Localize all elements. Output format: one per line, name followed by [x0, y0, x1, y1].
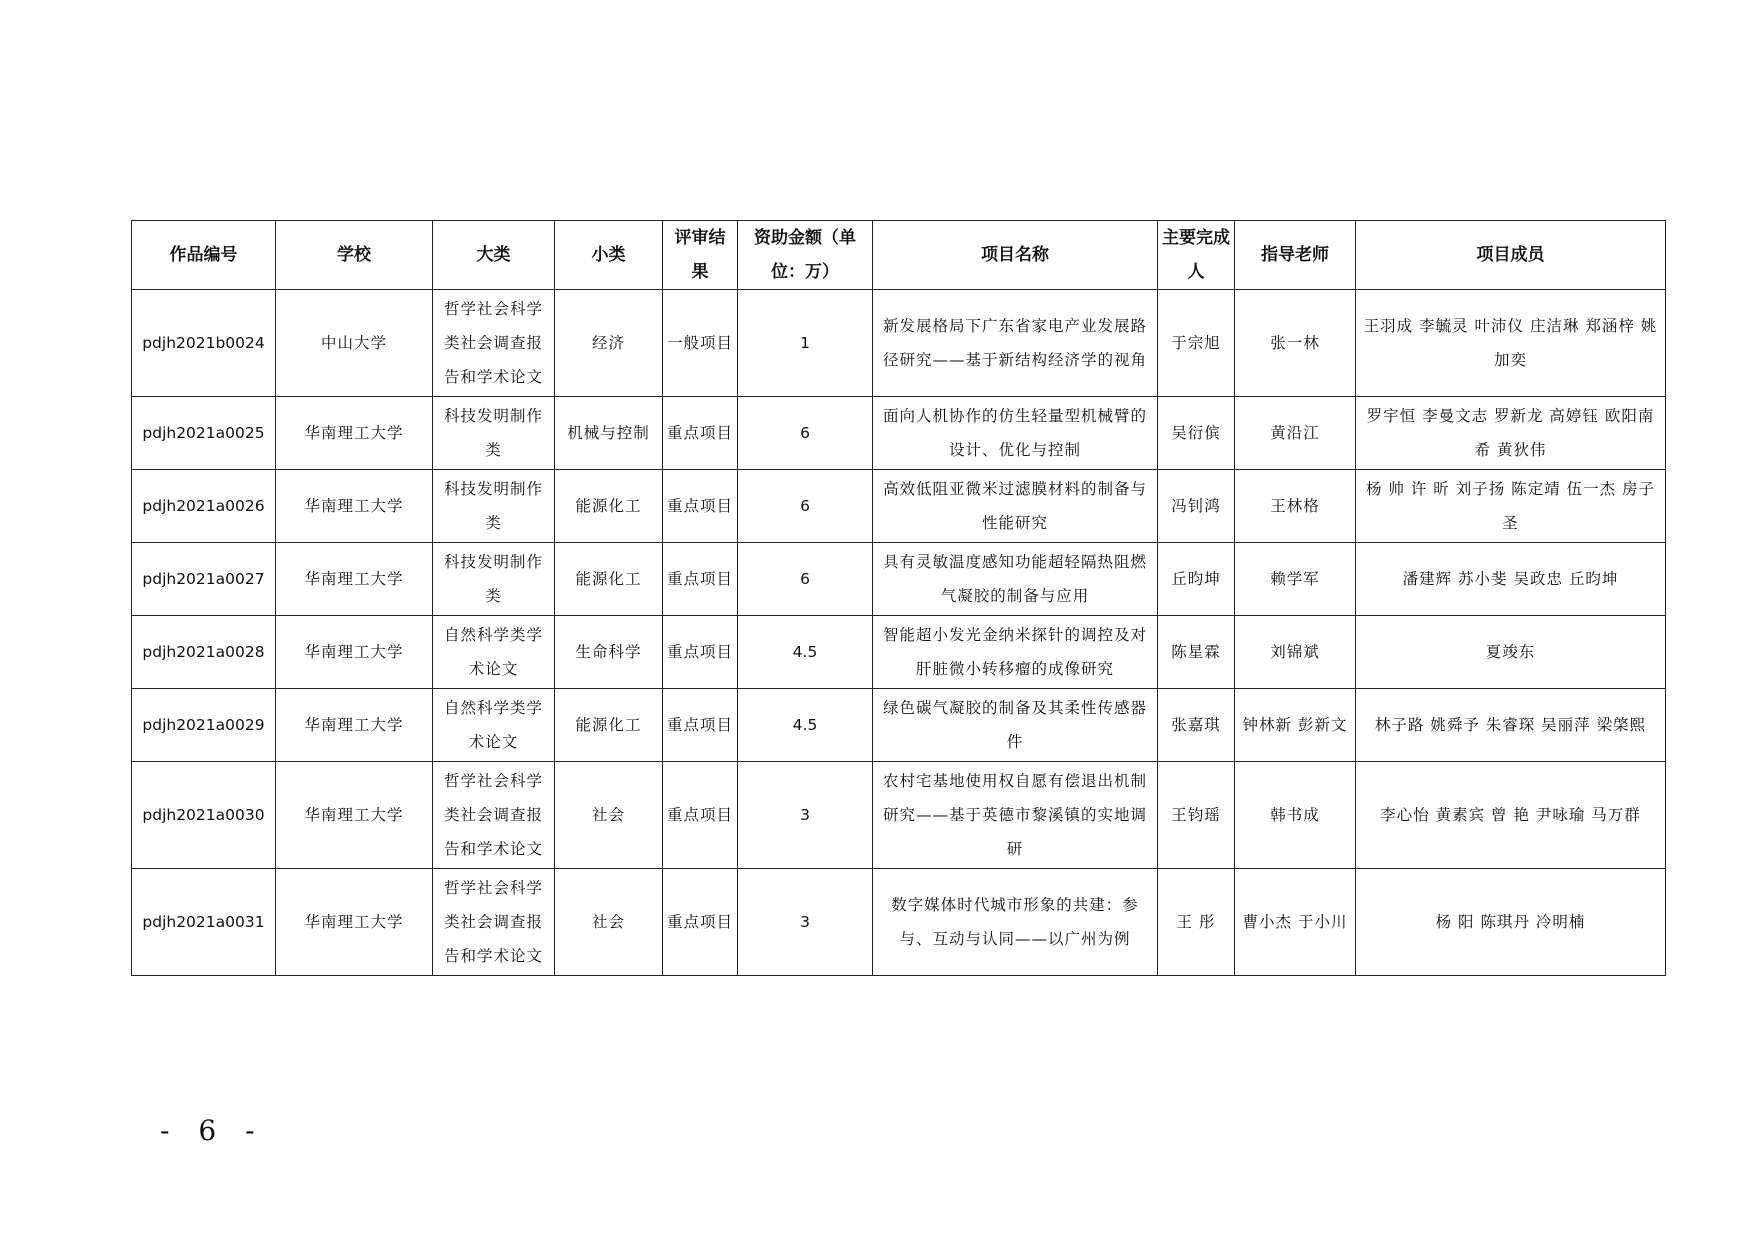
cell-school: 华南理工大学: [276, 869, 433, 976]
cell-category: 科技发明制作类: [433, 543, 555, 616]
cell-funding: 4.5: [738, 689, 873, 762]
cell-advisor: 韩书成: [1235, 762, 1356, 869]
cell-subcategory: 社会: [555, 762, 663, 869]
cell-lead: 张嘉琪: [1158, 689, 1235, 762]
table-body: [132, 290, 1666, 976]
cell-project-name: 绿色碳气凝胶的制备及其柔性传感器件: [873, 689, 1158, 762]
cell-category: 哲学社会科学类社会调查报告和学术论文: [433, 762, 555, 869]
cell-code: pdjh2021a0025: [132, 397, 276, 470]
cell-school: 华南理工大学: [276, 470, 433, 543]
cell-code: pdjh2021a0031: [132, 869, 276, 976]
cell-review-result: 重点项目: [663, 397, 738, 470]
cell-lead: 冯钊鸿: [1158, 470, 1235, 543]
cell-project-name: 智能超小发光金纳米探针的调控及对肝脏微小转移瘤的成像研究: [873, 616, 1158, 689]
cell-members: 林子路 姚舜予 朱睿琛 吴丽萍 梁棨熙: [1356, 689, 1666, 762]
cell-school: 中山大学: [276, 290, 433, 397]
cell-category: 自然科学类学术论文: [433, 689, 555, 762]
cell-members: 罗宇恒 李曼文志 罗新龙 高婷钰 欧阳南希 黄狄伟: [1356, 397, 1666, 470]
header-members: 项目成员: [1356, 221, 1666, 290]
cell-project-name: 高效低阻亚微米过滤膜材料的制备与性能研究: [873, 470, 1158, 543]
cell-code: pdjh2021b0024: [132, 290, 276, 397]
cell-code: pdjh2021a0028: [132, 616, 276, 689]
table-row: [132, 290, 1666, 397]
header-subcategory: 小类: [555, 221, 663, 290]
header-lead: 主要完成人: [1158, 221, 1235, 290]
cell-advisor: 张一林: [1235, 290, 1356, 397]
cell-advisor: 刘锦斌: [1235, 616, 1356, 689]
cell-lead: 王 彤: [1158, 869, 1235, 976]
cell-members: 杨 帅 许 昕 刘子扬 陈定靖 伍一杰 房子圣: [1356, 470, 1666, 543]
cell-funding: 3: [738, 762, 873, 869]
cell-project-name: 农村宅基地使用权自愿有偿退出机制研究——基于英德市黎溪镇的实地调研: [873, 762, 1158, 869]
cell-subcategory: 机械与控制: [555, 397, 663, 470]
cell-school: 华南理工大学: [276, 543, 433, 616]
cell-category: 哲学社会科学类社会调查报告和学术论文: [433, 869, 555, 976]
cell-subcategory: 生命科学: [555, 616, 663, 689]
project-table: [131, 220, 1666, 976]
cell-review-result: 重点项目: [663, 762, 738, 869]
cell-project-name: 数字媒体时代城市形象的共建：参与、互动与认同——以广州为例: [873, 869, 1158, 976]
header-review-result: 评审结果: [663, 221, 738, 290]
table-row: [132, 762, 1666, 869]
cell-members: 王羽成 李毓灵 叶沛仪 庄洁琳 郑涵梓 姚加奕: [1356, 290, 1666, 397]
cell-review-result: 重点项目: [663, 689, 738, 762]
cell-lead: 丘昀坤: [1158, 543, 1235, 616]
header-code: 作品编号: [132, 221, 276, 290]
header-school: 学校: [276, 221, 433, 290]
cell-code: pdjh2021a0029: [132, 689, 276, 762]
cell-funding: 6: [738, 470, 873, 543]
cell-funding: 1: [738, 290, 873, 397]
header-project-name: 项目名称: [873, 221, 1158, 290]
cell-category: 哲学社会科学类社会调查报告和学术论文: [433, 290, 555, 397]
cell-code: pdjh2021a0030: [132, 762, 276, 869]
header-funding: 资助金额（单位：万）: [738, 221, 873, 290]
table-row: [132, 689, 1666, 762]
cell-funding: 6: [738, 397, 873, 470]
cell-subcategory: 能源化工: [555, 470, 663, 543]
table-row: [132, 869, 1666, 976]
cell-project-name: 具有灵敏温度感知功能超轻隔热阻燃气凝胶的制备与应用: [873, 543, 1158, 616]
cell-members: 潘建辉 苏小斐 吴政忠 丘昀坤: [1356, 543, 1666, 616]
table-row: [132, 397, 1666, 470]
cell-category: 科技发明制作类: [433, 397, 555, 470]
cell-lead: 于宗旭: [1158, 290, 1235, 397]
cell-project-name: 新发展格局下广东省家电产业发展路径研究——基于新结构经济学的视角: [873, 290, 1158, 397]
cell-funding: 6: [738, 543, 873, 616]
cell-school: 华南理工大学: [276, 762, 433, 869]
cell-school: 华南理工大学: [276, 616, 433, 689]
cell-review-result: 重点项目: [663, 616, 738, 689]
table-row: [132, 470, 1666, 543]
cell-review-result: 重点项目: [663, 543, 738, 616]
cell-review-result: 一般项目: [663, 290, 738, 397]
cell-advisor: 王林格: [1235, 470, 1356, 543]
cell-lead: 王钧瑶: [1158, 762, 1235, 869]
cell-subcategory: 能源化工: [555, 543, 663, 616]
cell-funding: 3: [738, 869, 873, 976]
cell-advisor: 赖学军: [1235, 543, 1356, 616]
cell-advisor: 黄沿江: [1235, 397, 1356, 470]
cell-review-result: 重点项目: [663, 869, 738, 976]
cell-funding: 4.5: [738, 616, 873, 689]
cell-advisor: 曹小杰 于小川: [1235, 869, 1356, 976]
cell-category: 科技发明制作类: [433, 470, 555, 543]
header-category: 大类: [433, 221, 555, 290]
table-row: [132, 543, 1666, 616]
cell-subcategory: 经济: [555, 290, 663, 397]
table-row: [132, 616, 1666, 689]
cell-code: pdjh2021a0027: [132, 543, 276, 616]
cell-code: pdjh2021a0026: [132, 470, 276, 543]
cell-members: 杨 阳 陈琪丹 冷明楠: [1356, 869, 1666, 976]
cell-members: 夏竣东: [1356, 616, 1666, 689]
cell-members: 李心怡 黄素宾 曾 艳 尹咏瑜 马万群: [1356, 762, 1666, 869]
cell-subcategory: 能源化工: [555, 689, 663, 762]
cell-project-name: 面向人机协作的仿生轻量型机械臂的设计、优化与控制: [873, 397, 1158, 470]
cell-category: 自然科学类学术论文: [433, 616, 555, 689]
cell-advisor: 钟林新 彭新文: [1235, 689, 1356, 762]
cell-lead: 陈星霖: [1158, 616, 1235, 689]
cell-school: 华南理工大学: [276, 689, 433, 762]
table-header-row: [132, 221, 1666, 290]
page-number: - 6 -: [160, 1114, 265, 1147]
cell-lead: 吴衍傧: [1158, 397, 1235, 470]
cell-review-result: 重点项目: [663, 470, 738, 543]
cell-school: 华南理工大学: [276, 397, 433, 470]
header-advisor: 指导老师: [1235, 221, 1356, 290]
cell-subcategory: 社会: [555, 869, 663, 976]
